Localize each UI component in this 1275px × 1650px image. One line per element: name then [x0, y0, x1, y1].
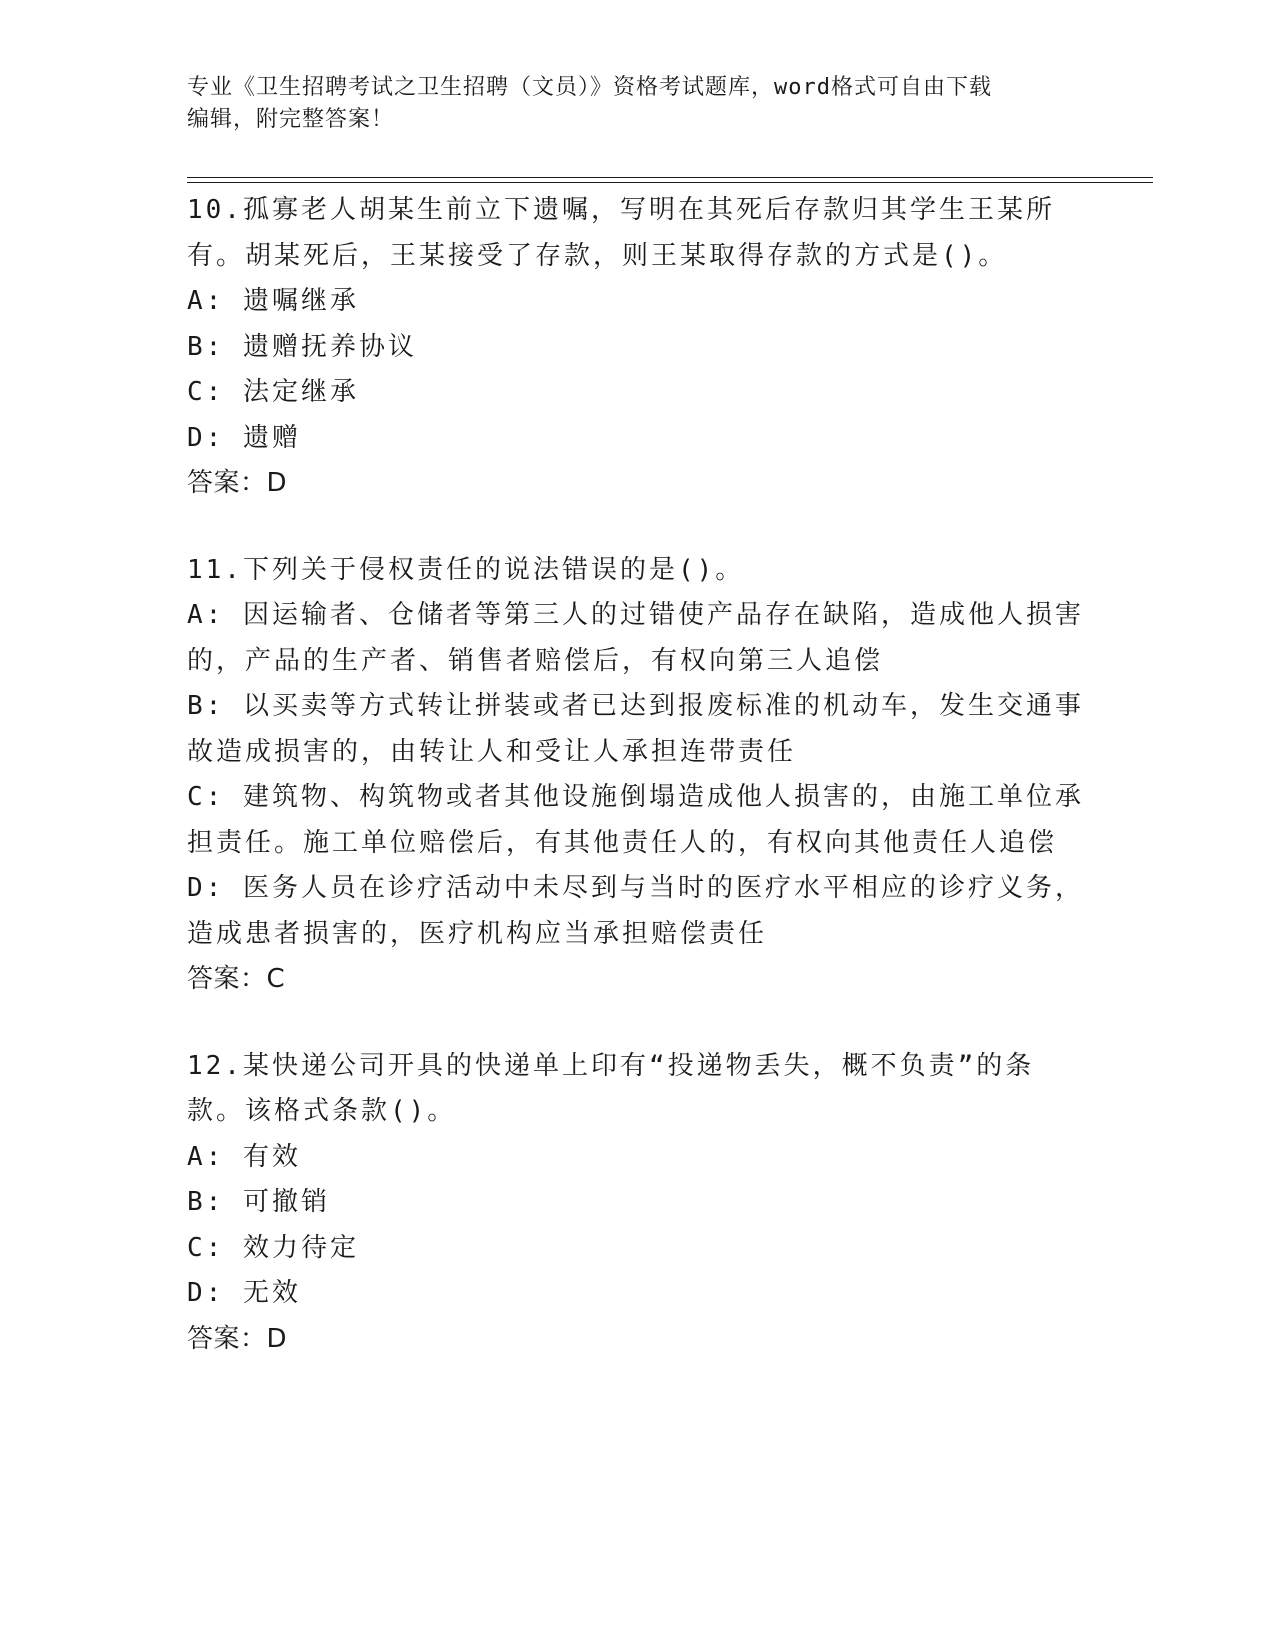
- question-stem: 11.下列关于侵权责任的说法错误的是()。: [187, 554, 745, 585]
- question-12: [187, 1044, 1087, 1363]
- answer-line: 答案：C: [187, 964, 286, 994]
- option-d: D: 医务人员在诊疗活动中未尽到与当时的医疗水平相应的诊疗义务，造成患者损害的，医疗机构应当承担赔偿责任: [187, 873, 1084, 949]
- option-d: D: 无效: [187, 1278, 301, 1308]
- question-11: [187, 548, 1087, 1003]
- document-header: [187, 72, 1067, 136]
- option-b: B: 遗赠抚养协议: [187, 331, 417, 362]
- question-stem: 12.某快递公司开具的快递单上印有“投递物丢失，概不负责”的条款。该格式条款()。: [187, 1050, 1035, 1126]
- option-a: A: 因运输者、仓储者等第三人的过错使产品存在缺陷，造成他人损害的，产品的生产者、销售者赔偿后，有权向第三人追偿: [187, 600, 1084, 676]
- option-d: D: 遗赠: [187, 422, 301, 453]
- option-b: B: 可撤销: [187, 1187, 330, 1217]
- question-stem: 10.孤寡老人胡某生前立下遗嘱，写明在其死后存款归其学生王某所有。胡某死后，王某接受了存款，则王某取得存款的方式是()。: [187, 195, 1055, 271]
- option-a: A: 遗嘱继承: [187, 286, 359, 316]
- answer-line: 答案：D: [187, 468, 288, 498]
- answer-line: 答案：D: [187, 1323, 288, 1354]
- header-divider-bottom: [187, 182, 1153, 183]
- option-a: A: 有效: [187, 1141, 301, 1172]
- question-list: [187, 188, 1087, 1403]
- option-c: C: 效力待定: [187, 1232, 359, 1263]
- option-c: C: 建筑物、构筑物或者其他设施倒塌造成他人损害的，由施工单位承担责任。施工单位赔偿后，有其他责任人的，有权向其他责任人追偿: [187, 782, 1084, 858]
- question-10: [187, 188, 1087, 507]
- option-c: C: 法定继承: [187, 377, 359, 407]
- header-divider-top: [187, 177, 1153, 178]
- header-line-1: 专业《卫生招聘考试之卫生招聘（文员）》资格考试题库，word格式可自由下载: [187, 75, 992, 100]
- header-line-2: 编辑，附完整答案！: [187, 107, 395, 132]
- option-b: B: 以买卖等方式转让拼装或者已达到报废标准的机动车，发生交通事故造成损害的，由转让人和受让人承担连带责任: [187, 691, 1084, 767]
